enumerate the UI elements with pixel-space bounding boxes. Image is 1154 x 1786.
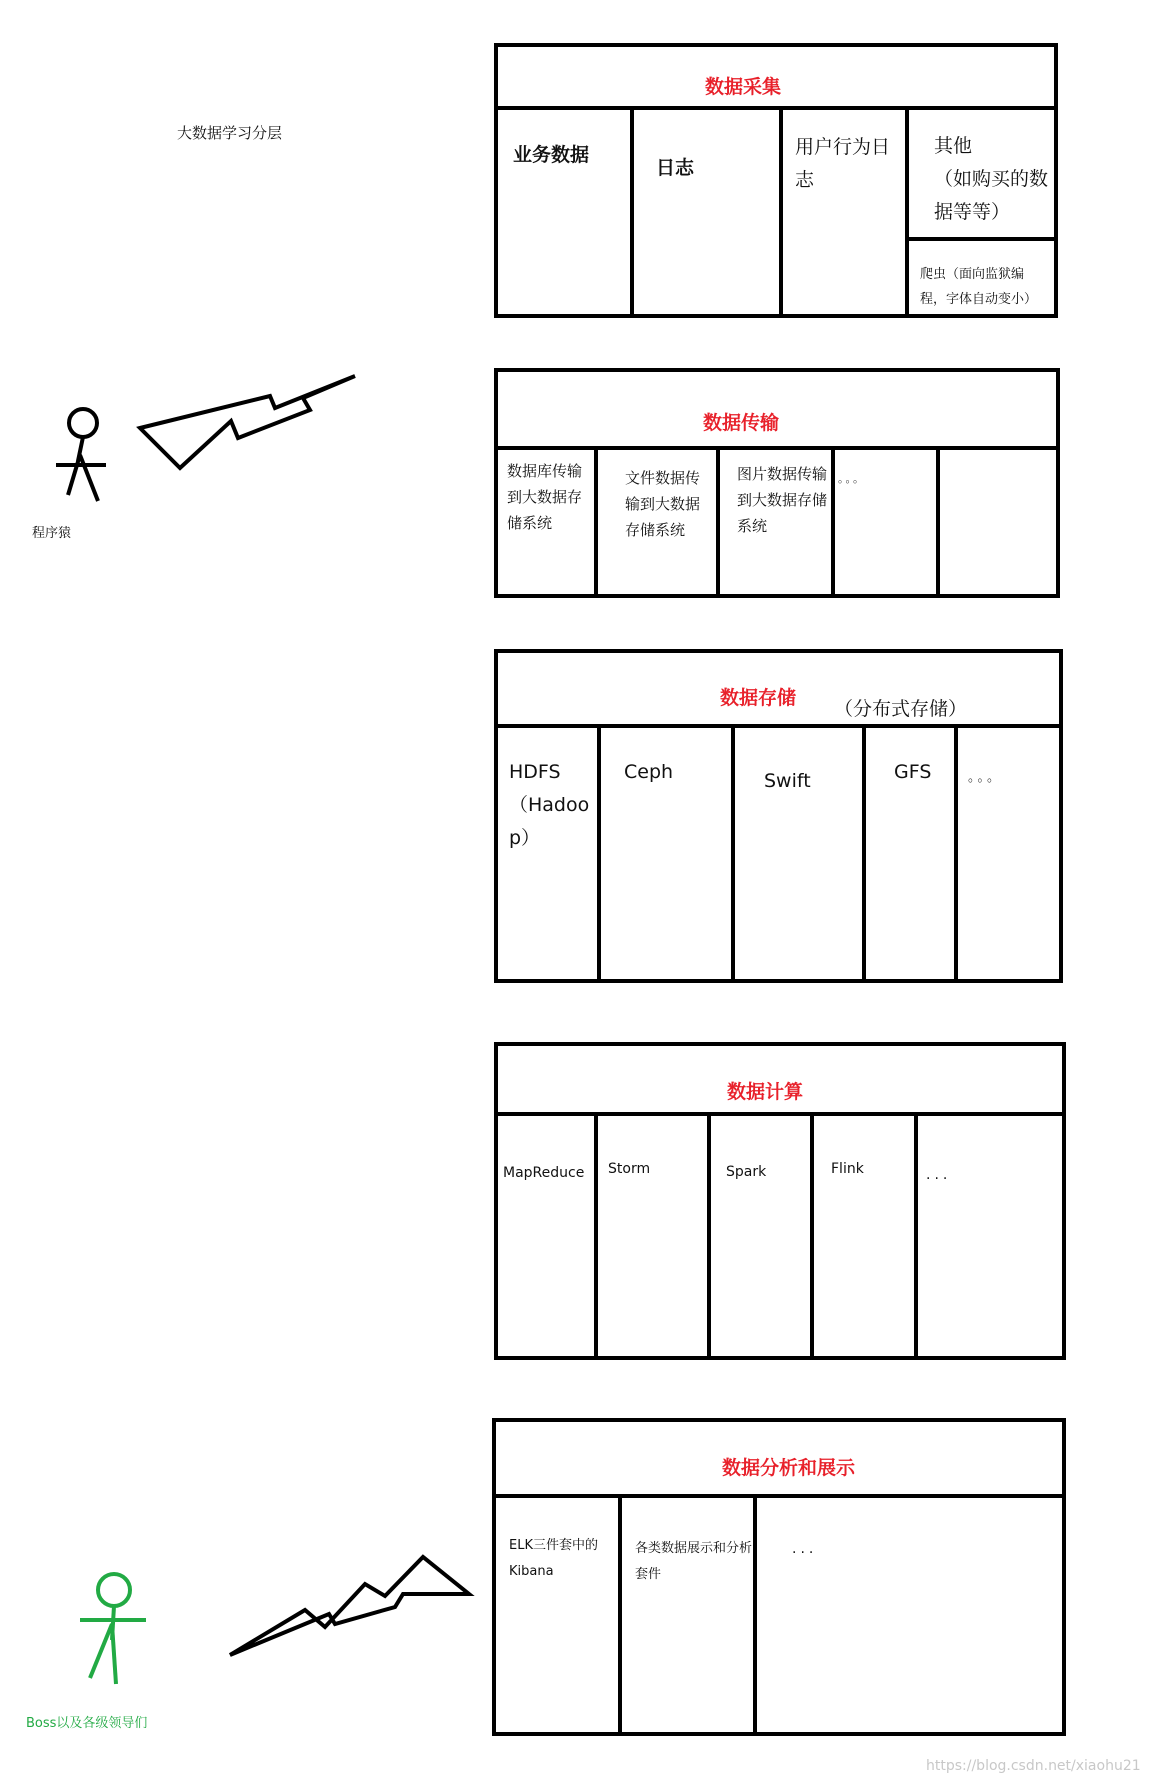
layer-cell: 日志 — [656, 157, 695, 179]
divider — [905, 237, 1058, 241]
layer-title: 数据存储 — [720, 687, 797, 709]
boss-label: Boss以及各级领导们 — [26, 1716, 148, 1731]
programmer-figure-icon — [50, 405, 110, 505]
divider — [594, 446, 598, 598]
divider — [707, 1112, 711, 1360]
layer-title: 数据采集 — [705, 76, 782, 98]
divider — [831, 446, 835, 598]
divider — [954, 724, 958, 983]
divider — [597, 724, 601, 983]
layer-title: 数据分析和展示 — [722, 1457, 856, 1479]
layer-cell: 爬虫（面向监狱编程，字体自动变小） — [920, 267, 1038, 307]
layer-cell: ELK三件套中的Kibana — [509, 1538, 598, 1579]
layer-cell: 。。。 — [968, 770, 1004, 785]
boss-figure-icon — [76, 1570, 156, 1700]
layer-cell: 。。。 — [838, 472, 866, 485]
layer-cell: Storm — [608, 1161, 651, 1177]
layer-cell: ... — [926, 1167, 952, 1183]
layer-cell: 用户行为日志 — [795, 136, 891, 191]
layer-cell: MapReduce — [503, 1165, 585, 1181]
layer-cell: HDFS（Hadoop） — [509, 761, 590, 849]
layer-cell: 数据库传输到大数据存储系统 — [507, 462, 583, 532]
divider — [914, 1112, 918, 1360]
watermark: https://blog.csdn.net/xiaohu21 — [926, 1758, 1141, 1774]
divider — [753, 1494, 757, 1736]
divider — [618, 1494, 622, 1736]
divider — [494, 446, 1060, 450]
layer-cell: 其他 （如购买的数据等等） — [934, 135, 1049, 223]
layer-cell: GFS — [894, 761, 932, 783]
layer-cell: Ceph — [624, 761, 674, 783]
lightning-bolt-icon — [135, 368, 395, 478]
programmer-label: 程序猿 — [32, 526, 72, 541]
divider — [630, 106, 634, 318]
layer-title: 数据传输 — [703, 412, 780, 434]
divider — [594, 1112, 598, 1360]
layer-cell: 图片数据传输到大数据存储系统 — [737, 465, 828, 535]
layer-cell: Swift — [764, 770, 811, 792]
divider — [905, 106, 909, 318]
divider — [810, 1112, 814, 1360]
layer-cell: Flink — [831, 1161, 864, 1177]
divider — [716, 446, 720, 598]
layer-title: 数据计算 — [727, 1081, 804, 1103]
layer-cell: 业务数据 — [513, 144, 590, 166]
divider — [492, 1494, 1066, 1498]
divider — [494, 724, 1063, 728]
divider — [494, 106, 1058, 110]
layer-cell: Spark — [726, 1164, 767, 1180]
layer-cell: ... — [792, 1541, 818, 1557]
layer-subtitle: （分布式存储） — [834, 698, 968, 720]
divider — [779, 106, 783, 318]
divider — [936, 446, 940, 598]
page-title: 大数据学习分层 — [177, 124, 283, 142]
layer-cell: 文件数据传输到大数据存储系统 — [625, 469, 701, 539]
divider — [731, 724, 735, 983]
layer-cell: 各类数据展示和分析套件 — [635, 1541, 753, 1582]
lightning-bolt-icon — [225, 1552, 475, 1662]
divider — [862, 724, 866, 983]
divider — [494, 1112, 1066, 1116]
